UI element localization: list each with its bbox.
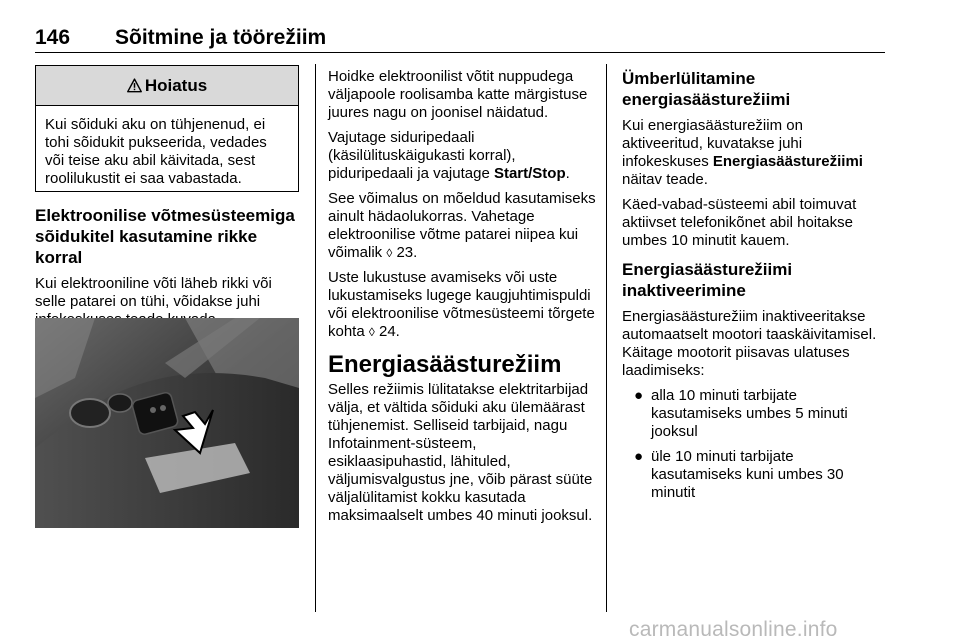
section-heading: Ümberlülitamine energiasäästurežiimi — [622, 69, 791, 109]
column-3 — [622, 68, 887, 509]
text-run: Uste lukustuse avamiseks või uste lukustamiseks lugege kaugjuhtimispuldi või elektroonilise võtmesüsteemi tõrgete kohta — [328, 269, 595, 340]
page-reference-icon: ◊ — [386, 246, 393, 260]
warning-box — [35, 65, 299, 192]
text-run: See võimalus on mõeldud kasutamiseks ainult hädaolukorras. Vahetage elektroonilise võtme patarei niipea kui võimalik — [328, 190, 596, 261]
paragraph — [328, 129, 596, 183]
key-fob-photo — [35, 318, 299, 528]
list-item — [634, 387, 887, 441]
warning-title: Hoiatus — [144, 75, 208, 95]
column-2 — [328, 68, 596, 532]
start-stop-label: Start/Stop — [493, 165, 566, 182]
column-1 — [35, 205, 303, 336]
paragraph: Hoidke elektroonilist võtit nuppudega väljapoole roolisamba katte märgistuse juures nagu on joonisel näidatud. — [328, 68, 588, 121]
text-run: näitav teade. — [622, 171, 708, 188]
energy-saving-label: Energiasäästurežiimi — [712, 153, 863, 170]
paragraph: Käed-vabad-süsteemi abil toimuvat aktiivset telefonikõnet abil hoitakse umbes 10 minutit kauem. — [622, 196, 857, 249]
section-heading: Energiasäästurežiim — [328, 351, 562, 378]
list-item-text: üle 10 minuti tarbijate kasutamiseks kuni umbes 30 minutit — [651, 448, 844, 501]
list-item — [634, 448, 887, 502]
text-run: Kui energiasäästurežiim on aktiveeritud, kuvatakse juhi infokeskuses — [622, 117, 803, 170]
page-reference-icon: ◊ — [368, 325, 375, 339]
warning-triangle-icon — [127, 78, 142, 93]
header-rule — [35, 52, 885, 53]
paragraph: Energiasäästurežiim inaktiveeritakse automaatselt mootori taaskäivitamisel. Käitage mootorit piisavas ulatuses laadimiseks: — [622, 308, 877, 379]
warning-header — [36, 66, 298, 106]
column-divider — [606, 64, 607, 612]
warning-body: Kui sõiduki aku on tühjenenud, ei tohi sõidukit pukseerida, vedades või teise aku abil käivitada, sest roolilukustit ei saa vabastada. — [45, 116, 267, 187]
text-run: Vajutage siduripedaali (käsilülituskäigukasti korral), piduripedaali ja vajutage — [328, 129, 516, 182]
bullet-icon: ● — [634, 387, 644, 404]
page-title: Sõitmine ja töörežiim — [115, 26, 327, 49]
text-run: . — [395, 323, 400, 340]
page-reference[interactable]: 23 — [396, 244, 414, 261]
paragraph — [622, 117, 887, 189]
page-reference[interactable]: 24 — [378, 323, 396, 340]
paragraph: Kui elektrooniline võti läheb rikki või selle patarei on tühi, võidakse juhi — [35, 275, 272, 310]
bullet-icon: ● — [634, 448, 644, 465]
column-divider — [315, 64, 316, 612]
paragraph: Selles režiimis lülitatakse elektritarbijad välja, et vältida sõiduki aku ülemäärast tühjenemist. Selliseid tarbijaid, nagu Infotainment-süsteem, esiklaasipuhastid, lähituled, väljumisvalgustus jne, võib pärast süüte väljalülitamist kokku kasutada maksimaalselt umbes 40 minuti jooksul. — [328, 381, 593, 524]
paragraph — [328, 190, 596, 262]
page-number: 146 — [35, 26, 71, 49]
bullet-list — [634, 387, 887, 502]
paragraph — [328, 269, 596, 341]
watermark: carmanualsonline.info — [629, 618, 838, 641]
text-run: . — [565, 165, 570, 182]
page-header — [35, 26, 885, 52]
section-heading: Energiasäästurežiimi inaktiveerimine — [622, 260, 793, 300]
text-run: . — [413, 244, 418, 261]
section-heading: Elektroonilise võtmesüsteemiga sõidukitel kasutamine rikke korral — [35, 206, 295, 267]
list-item-text: alla 10 minuti tarbijate kasutamiseks umbes 5 minuti jooksul — [651, 387, 848, 440]
